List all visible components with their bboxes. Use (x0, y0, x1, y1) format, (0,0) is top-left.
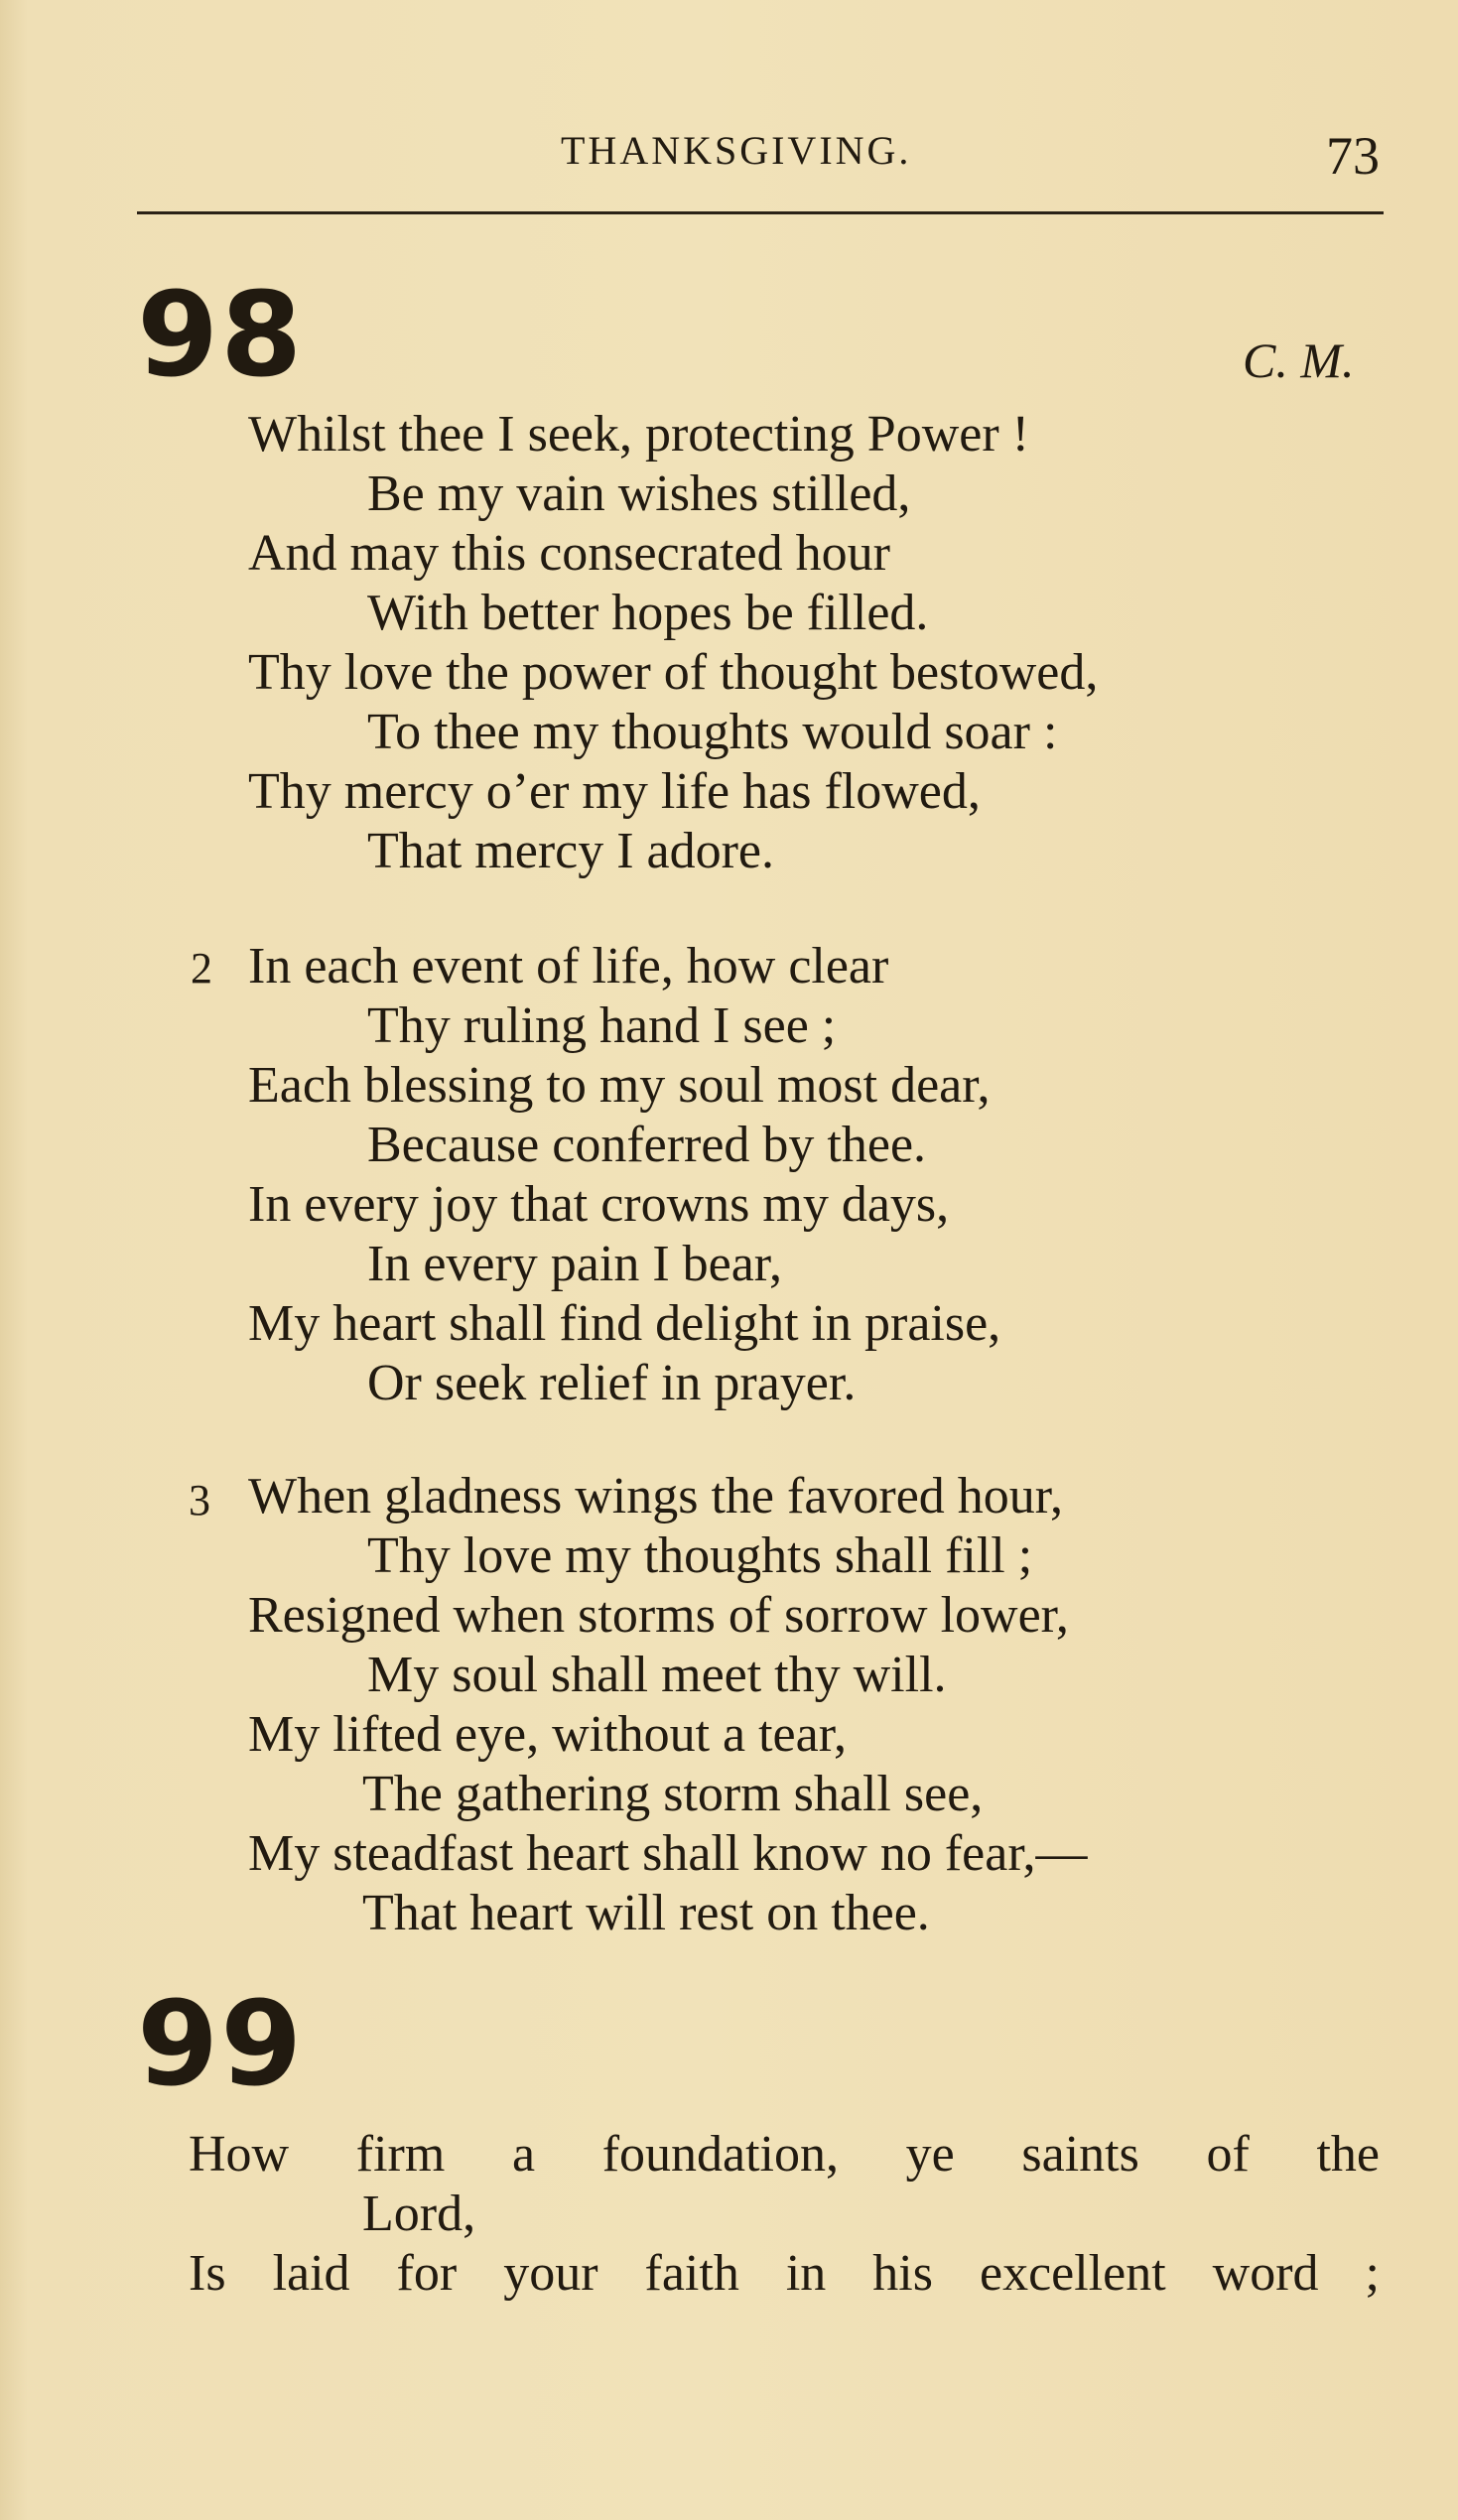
verse-line: Each blessing to my soul most dear, (248, 1057, 991, 1114)
verse-line: In every joy that crowns my days, (248, 1176, 950, 1233)
hymn-number-99: 99 (137, 1975, 305, 2112)
verse-line: Because conferred by thee. (367, 1117, 927, 1173)
verse-line: In each event of life, how clear (248, 938, 889, 995)
verse-line: Thy love the power of thought bestowed, (248, 644, 1099, 701)
meter-label: C. M. (1243, 332, 1355, 388)
verse-line: My soul shall meet thy will. (367, 1647, 947, 1703)
verse-line: My lifted eye, without a tear, (248, 1706, 847, 1763)
hymn-number-98: 98 (137, 266, 305, 403)
header-rule (137, 211, 1384, 214)
verse-line: And may this consecrated hour (248, 525, 890, 582)
verse-line: Resigned when storms of sorrow lower, (248, 1587, 1069, 1644)
verse-line: Or seek relief in prayer. (367, 1355, 857, 1411)
verse-line: The gathering storm shall see, (362, 1766, 984, 1822)
verse-line: With better hopes be filled. (367, 585, 929, 641)
stanza-number: 2 (191, 944, 212, 993)
verse-line: To thee my thoughts would soar : (367, 704, 1058, 760)
verse-line: That mercy I adore. (367, 823, 775, 879)
verse-line: That heart will rest on thee. (362, 1885, 930, 1941)
verse-line: Thy mercy o’er my life has flowed, (248, 763, 981, 820)
verse-line: Is laid for your faith in his excellent word ; (189, 2245, 1380, 2302)
stanza-number: 3 (189, 1476, 210, 1525)
verse-line: My steadfast heart shall know no fear,— (248, 1825, 1088, 1882)
verse-line: In every pain I bear, (367, 1236, 783, 1292)
verse-line: Whilst thee I seek, protecting Power ! (248, 406, 1029, 463)
verse-line: Thy ruling hand I see ; (367, 997, 837, 1054)
page-number: 73 (1326, 126, 1380, 186)
verse-line: Be my vain wishes stilled, (367, 465, 911, 522)
verse-line: Thy love my thoughts shall fill ; (367, 1527, 1033, 1584)
running-title: THANKSGIVING. (561, 128, 912, 173)
verse-line: How firm a foundation, ye saints of the (189, 2126, 1380, 2183)
verse-line: My heart shall find delight in praise, (248, 1295, 1001, 1352)
verse-line: When gladness wings the favored hour, (248, 1468, 1064, 1525)
verse-line: Lord, (362, 2186, 476, 2242)
